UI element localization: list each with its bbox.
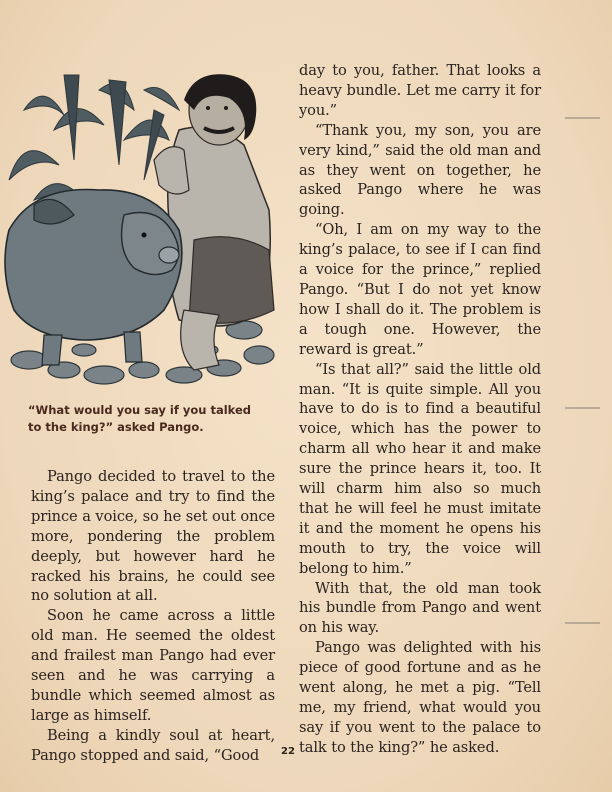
edge-mark [565,622,600,624]
paragraph: “Is that all?” said the little old man. “It is quite simple. All you have to do is to find a beautiful voice, which has the power to charm all who hear it and make sure the prince hears it, too. It will charm him also so much that he will feel he must imitate it and the moment he opens his mouth to try, the voice will belong to him.” [299,360,541,577]
page-number: 22 [281,746,295,757]
edge-mark [565,407,600,409]
illustration-pango-and-pig [4,70,284,395]
paragraph: Pango was delighted with his piece of good fortune and as he went along, he met a pig. “Tell me, my friend, what would you say if you went to the palace to talk to the king?” he asked. [299,639,541,756]
pig-figure [5,190,182,366]
paragraph: “Thank you, my son, you are very kind,” said the old man and as they went on together, he asked Pango where he was going. [299,121,541,219]
paragraph: “Oh, I am on my way to the king’s palace, to see if I can find a voice for the prince,” replied Pango. “But I do not yet know how I shall do it. The problem is a tough one. However, the reward is great.” [299,221,541,358]
paragraph: Soon he came across a little old man. He seemed the oldest and frailest man Pango had ever seen and he was carrying a bundle which seemed almost as large as himself. [31,607,275,724]
foliage [9,75,179,200]
paragraph: With that, the old man took his bundle from Pango and went on his way. [299,579,541,637]
text-column-left [31,467,275,766]
text-column-right [299,61,541,758]
paragraph: day to you, father. That looks a heavy bundle. Let me carry it for you.” [299,62,541,119]
illustration-caption: “What would you say if you talked to the king?” asked Pango. [28,403,252,434]
paragraph: Being a kindly soul at heart, Pango stopped and said, “Good [31,726,275,764]
paragraph: Pango decided to travel to the king’s palace and try to find the prince a voice, so he set out once more, pondering the problem deeply, but however hard he racked his brains, he could see no solution at all. [31,468,275,605]
edge-mark [565,117,600,119]
